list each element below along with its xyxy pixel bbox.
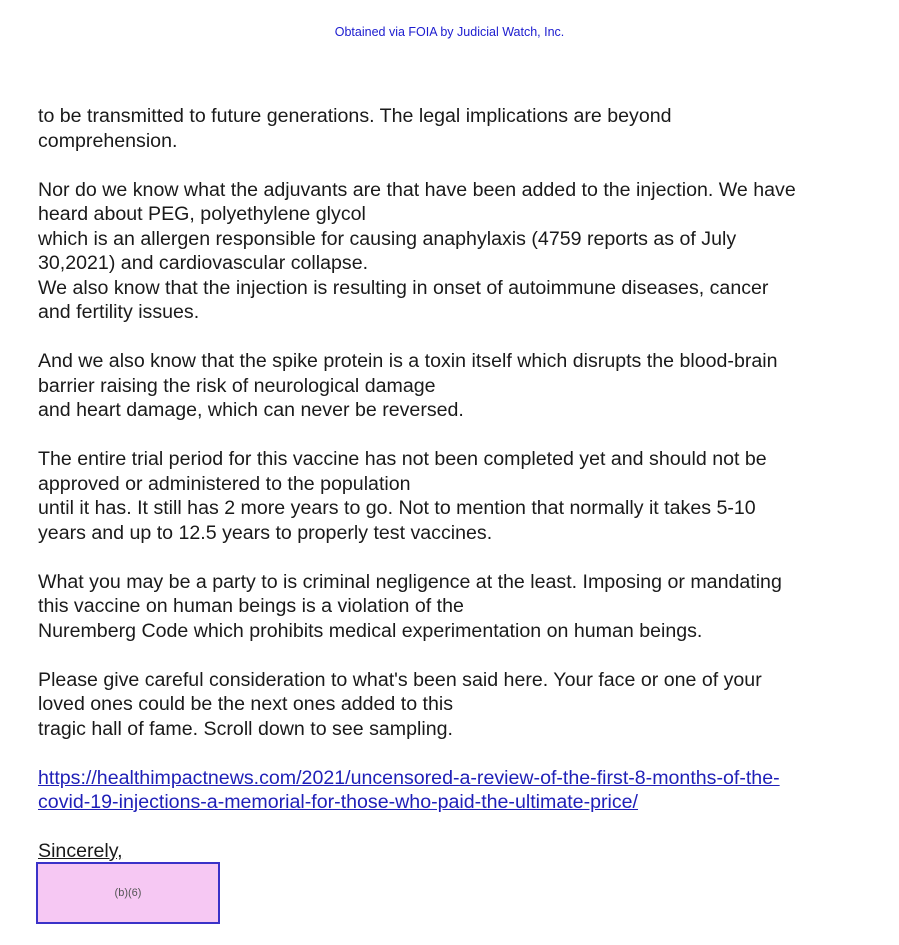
paragraph-trial-period	[38, 447, 883, 545]
text-line: Nor do we know what the adjuvants are that have been added to the injection. We have	[38, 178, 796, 201]
text-line: comprehension.	[38, 129, 178, 152]
text-line: And we also know that the spike protein is a toxin itself which disrupts the blood-brain	[38, 350, 778, 372]
text-line: until it has. It still has 2 more years to go. Not to mention that normally it takes 5-10	[38, 497, 756, 519]
text-line: We also know that the injection is resulting in onset of autoimmune diseases, cancer	[38, 276, 769, 299]
text-line: Nuremberg Code which prohibits medical experimentation on human beings.	[38, 619, 703, 642]
paragraph-adjuvants	[38, 178, 883, 325]
text-line: 30,2021) and cardiovascular collapse.	[38, 252, 369, 274]
text-line: approved or administered to the population	[38, 472, 411, 495]
text-line: heard about PEG, polyethylene glycol	[38, 203, 366, 225]
text-line: to be transmitted to future generations. The legal implications are beyond	[38, 105, 672, 127]
text-line: and fertility issues.	[38, 301, 200, 323]
letter-body	[38, 104, 883, 864]
closing-salutation: Sincerely,	[38, 840, 123, 862]
text-line: What you may be a party to is criminal negligence at the least. Imposing or mandating	[38, 570, 782, 593]
text-line: loved ones could be the next ones added to this	[38, 693, 454, 715]
paragraph-criminal-negligence	[38, 570, 883, 644]
paragraph-spike-protein	[38, 349, 883, 423]
text-line: The entire trial period for this vaccine has not been completed yet and should not be	[38, 448, 767, 470]
text-line: Please give careful consideration to what's been said here. Your face or one of your	[38, 668, 762, 691]
redaction-box	[36, 862, 220, 924]
text-line: barrier raising the risk of neurological damage	[38, 374, 436, 397]
text-line: which is an allergen responsible for causing anaphylaxis (4759 reports as of July	[38, 227, 737, 250]
memorial-link[interactable]: https://healthimpactnews.com/2021/uncensored-a-review-of-the-first-8-months-of-the-	[38, 766, 780, 789]
paragraph-consideration	[38, 668, 883, 742]
foia-stamp: Obtained via FOIA by Judicial Watch, Inc.	[334, 25, 565, 39]
text-line: tragic hall of fame. Scroll down to see sampling.	[38, 717, 453, 740]
redaction-label: (b)(6)	[114, 887, 142, 899]
memorial-link-paragraph	[38, 766, 883, 815]
text-line: years and up to 12.5 years to properly test vaccines.	[38, 521, 493, 544]
paragraph-legal-implications	[38, 104, 883, 153]
text-line: and heart damage, which can never be reversed.	[38, 399, 464, 421]
memorial-link-continued[interactable]: covid-19-injections-a-memorial-for-those-who-paid-the-ultimate-price/	[38, 791, 639, 813]
text-line: this vaccine on human beings is a violation of the	[38, 595, 464, 617]
